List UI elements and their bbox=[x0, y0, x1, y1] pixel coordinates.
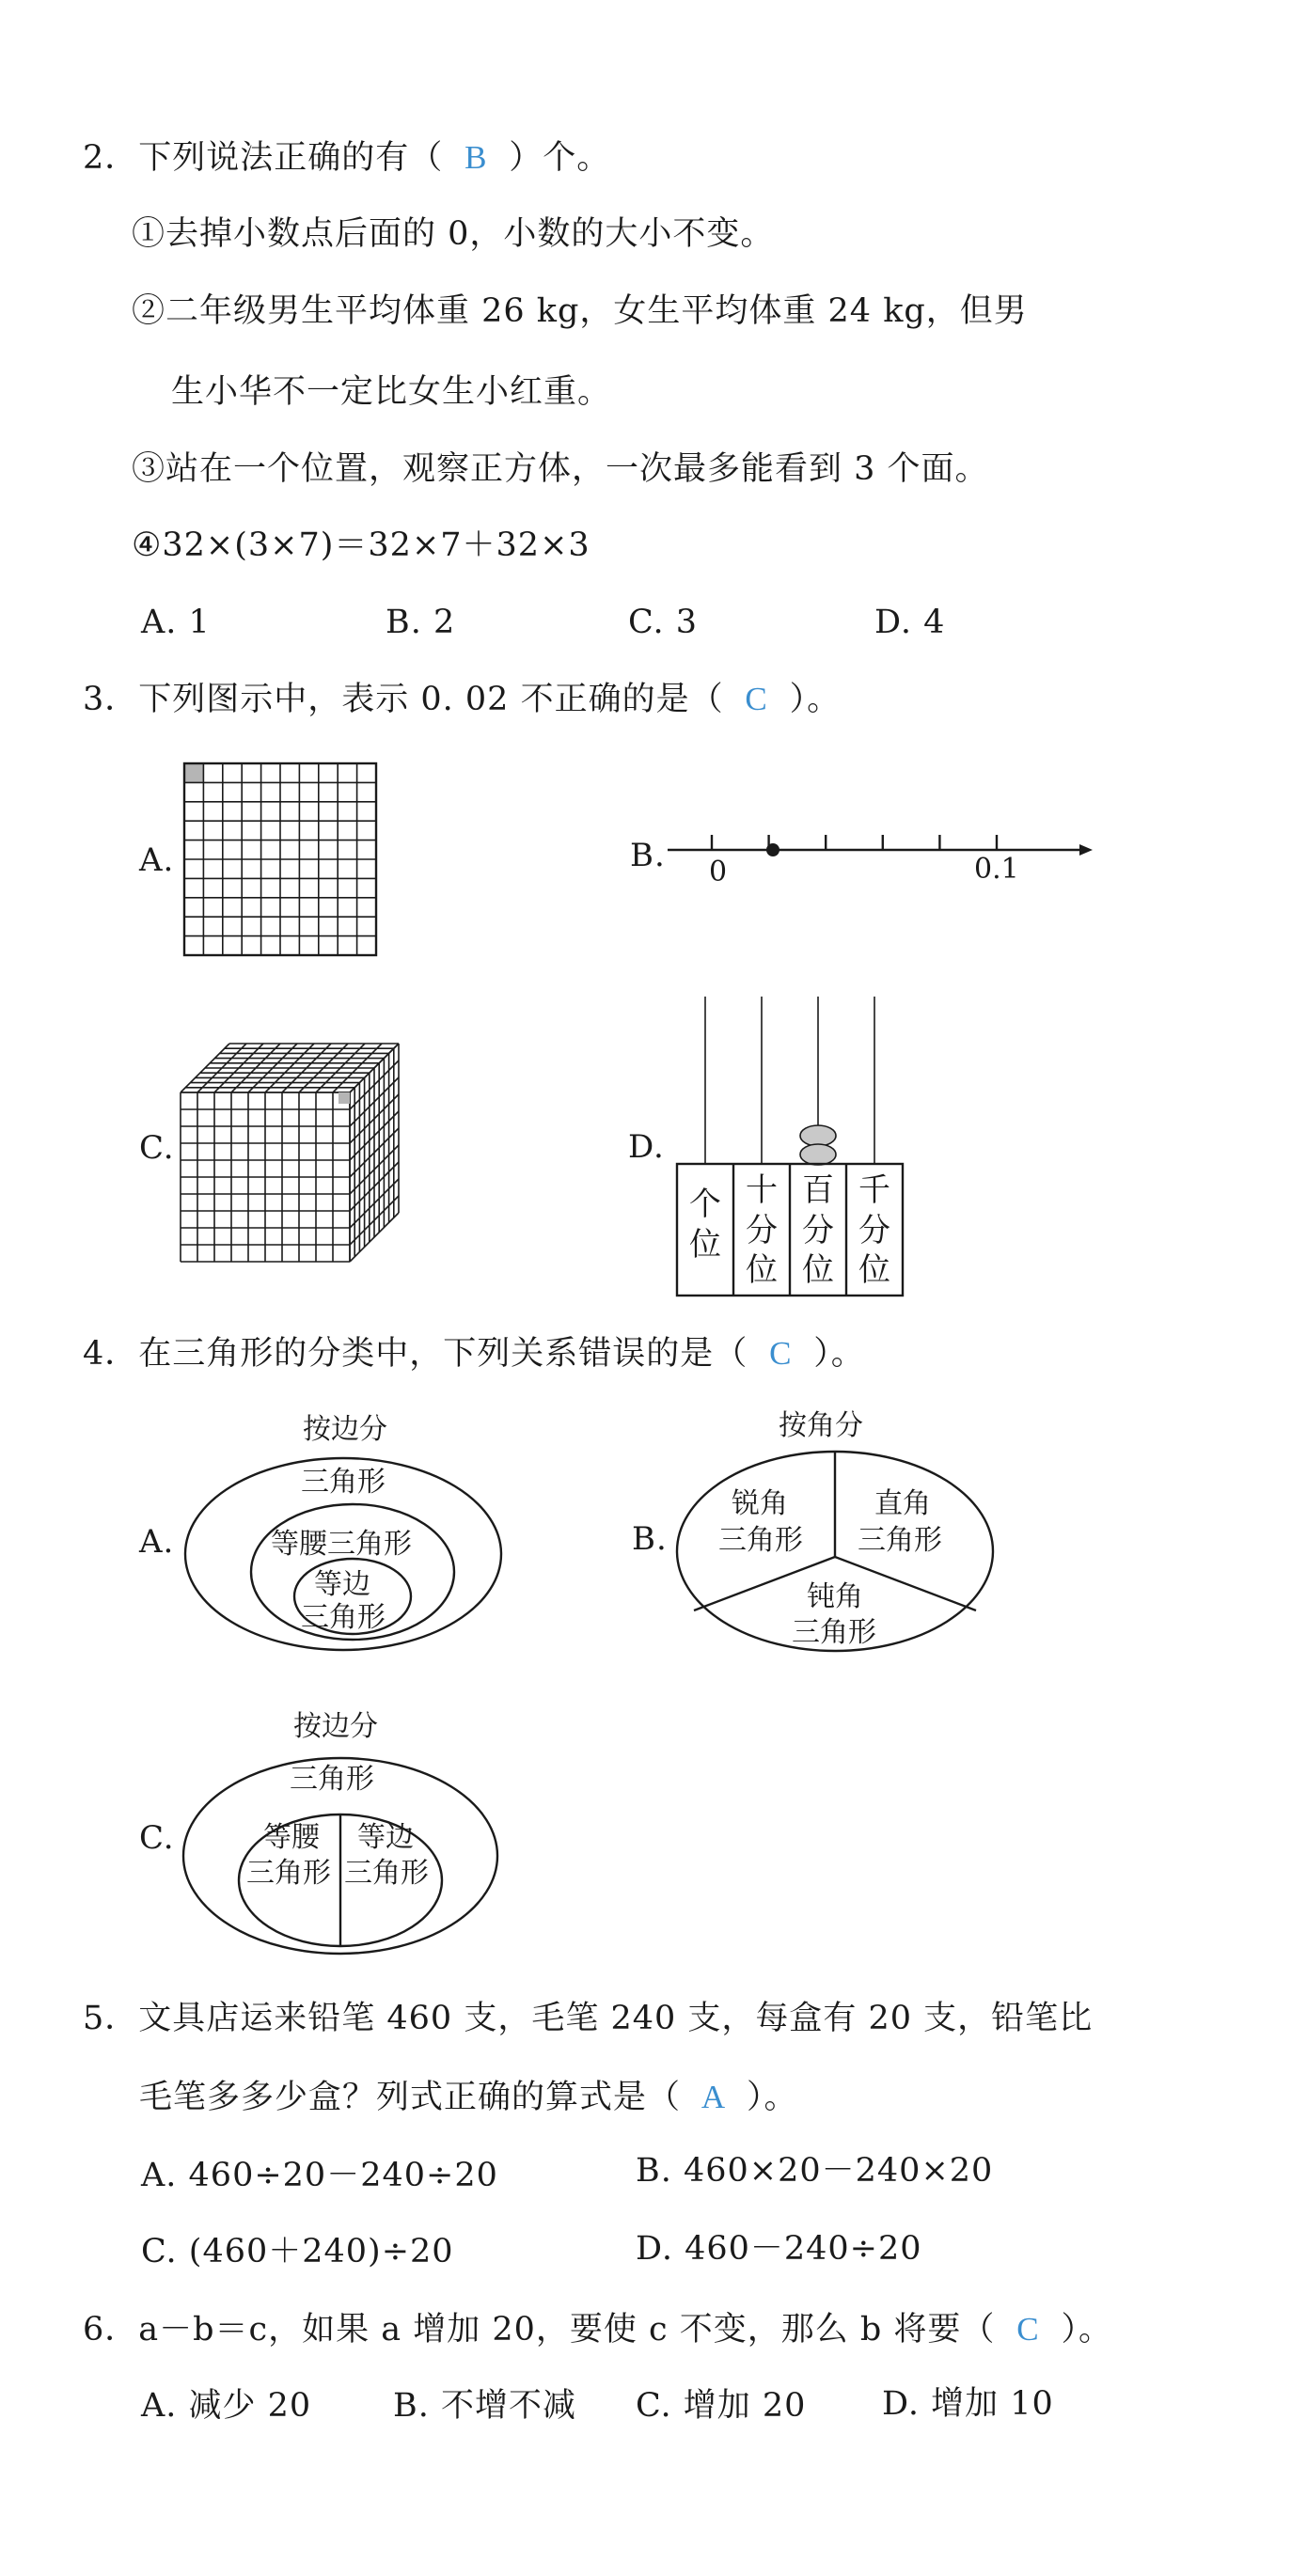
q3-abacus-ones: 个 位 bbox=[689, 1186, 721, 1264]
q4-b-acute-2: 三角形 bbox=[718, 1524, 803, 1557]
q5-option-c: C. (460＋240)÷20 bbox=[141, 2233, 454, 2270]
q3-label-c: C. bbox=[139, 1129, 175, 1167]
q5-stem-line1: 5．文具店运来铅笔 460 支，毛笔 240 支，每盒有 20 支，铅笔比 bbox=[83, 2000, 1094, 2037]
q5-option-d: D. 460－240÷20 bbox=[636, 2230, 922, 2268]
q3-stem-b: ）。 bbox=[789, 681, 842, 718]
q4-answer: C bbox=[769, 1335, 793, 1372]
q2-statement-2b: 生小华不一定比女生小红重。 bbox=[171, 373, 612, 411]
q3-grid-shaded-cell bbox=[184, 763, 203, 782]
q2-option-a: A. 1 bbox=[141, 604, 211, 641]
q2-option-b: B. 2 bbox=[386, 604, 456, 641]
q4-b-right-2: 三角形 bbox=[858, 1524, 942, 1557]
q4-a-middle: 等腰三角形 bbox=[271, 1528, 412, 1561]
q4-stem-b: ）。 bbox=[813, 1335, 865, 1373]
q2-option-d: D. 4 bbox=[874, 604, 946, 641]
q5-option-a: A. 460÷20－240÷20 bbox=[141, 2157, 498, 2194]
q2-stem-a: 2．下列说法正确的有（ bbox=[83, 139, 444, 177]
q3-answer: C bbox=[745, 681, 768, 717]
q6-answer: C bbox=[1016, 2311, 1040, 2348]
q3-abacus-bead bbox=[800, 1144, 836, 1165]
q3-abacus-bead bbox=[800, 1125, 836, 1146]
q3-label-a: A. bbox=[139, 841, 175, 879]
q4-b-title: 按角分 bbox=[779, 1409, 863, 1442]
q5-answer: A bbox=[701, 2079, 727, 2115]
q3-stem-a: 3．下列图示中，表示 0. 02 不正确的是（ bbox=[83, 681, 724, 718]
q2-statement-1: ①去掉小数点后面的 0，小数的大小不变。 bbox=[132, 215, 775, 253]
q3-abacus-thousandths: 千 分 位 bbox=[858, 1171, 890, 1289]
q2-stem bbox=[83, 141, 610, 175]
q2-answer: B bbox=[464, 139, 488, 176]
q4-c-title: 按边分 bbox=[293, 1710, 378, 1743]
q3-abacus-tenths: 十 分 位 bbox=[746, 1171, 778, 1289]
q5-stem-line2-b: ）。 bbox=[747, 2079, 798, 2116]
q3-number-line-point bbox=[766, 843, 779, 856]
q4-label-c: C. bbox=[139, 1819, 175, 1857]
q4-c-left-1: 等腰 bbox=[263, 1821, 320, 1854]
q6-stem bbox=[83, 2313, 1112, 2347]
q5-stem-line2-a: 毛笔多多少盒？列式正确的算式是（ bbox=[139, 2079, 682, 2116]
q4-a-title: 按边分 bbox=[303, 1413, 387, 1446]
q3-label-d: D. bbox=[628, 1128, 665, 1166]
q4-b-obtuse-1: 钝角 bbox=[807, 1580, 863, 1613]
q2-statement-3: ③站在一个位置，观察正方体，一次最多能看到 3 个面。 bbox=[132, 450, 989, 488]
q3-numberline-0: 0 bbox=[709, 856, 728, 888]
q6-option-a: A. 减少 20 bbox=[141, 2387, 312, 2425]
q6-option-d: D. 增加 10 bbox=[882, 2385, 1054, 2423]
q4-a-inner-1: 等边 bbox=[314, 1568, 370, 1601]
q4-stem-a: 4．在三角形的分类中，下列关系错误的是（ bbox=[83, 1335, 748, 1373]
q3-label-b: B. bbox=[630, 837, 666, 874]
q4-b-acute-1: 锐角 bbox=[732, 1487, 788, 1520]
q4-label-a: A. bbox=[139, 1523, 175, 1561]
q4-a-inner-2: 三角形 bbox=[301, 1601, 386, 1634]
q4-stem bbox=[83, 1337, 865, 1371]
q3-abacus-hundredths: 百 分 位 bbox=[802, 1171, 834, 1289]
q4-label-b: B. bbox=[632, 1520, 668, 1558]
q2-statement-4: ④32×(3×7)＝32×7＋32×3 bbox=[132, 526, 590, 564]
q6-option-b: B. 不增不减 bbox=[393, 2387, 576, 2425]
q2-statement-2a: ②二年级男生平均体重 26 kg，女生平均体重 24 kg，但男 bbox=[132, 292, 1028, 330]
q3-numberline-01: 0.1 bbox=[974, 853, 1019, 886]
q4-b-obtuse-2: 三角形 bbox=[792, 1616, 876, 1649]
q3-hundred-grid bbox=[184, 763, 377, 956]
q3-thousand-cube bbox=[175, 1038, 401, 1264]
q4-c-left-2: 三角形 bbox=[246, 1857, 331, 1890]
q3-stem bbox=[83, 683, 841, 716]
q2-stem-b: ）个。 bbox=[509, 139, 611, 177]
q4-b-right-1: 直角 bbox=[874, 1487, 931, 1520]
q4-c-right-1: 等边 bbox=[357, 1821, 414, 1854]
q4-c-outer: 三角形 bbox=[290, 1763, 374, 1796]
q6-stem-a: 6．a－b＝c，如果 a 增加 20，要使 c 不变，那么 b 将要（ bbox=[83, 2311, 996, 2348]
q6-stem-b: ）。 bbox=[1061, 2311, 1112, 2348]
q5-stem-line2 bbox=[139, 2081, 798, 2114]
q2-option-c: C. 3 bbox=[628, 604, 699, 641]
q4-a-outer: 三角形 bbox=[301, 1466, 386, 1499]
q6-option-c: C. 增加 20 bbox=[636, 2387, 807, 2425]
q5-option-b: B. 460×20－240×20 bbox=[636, 2152, 994, 2190]
q4-c-right-2: 三角形 bbox=[344, 1857, 429, 1890]
